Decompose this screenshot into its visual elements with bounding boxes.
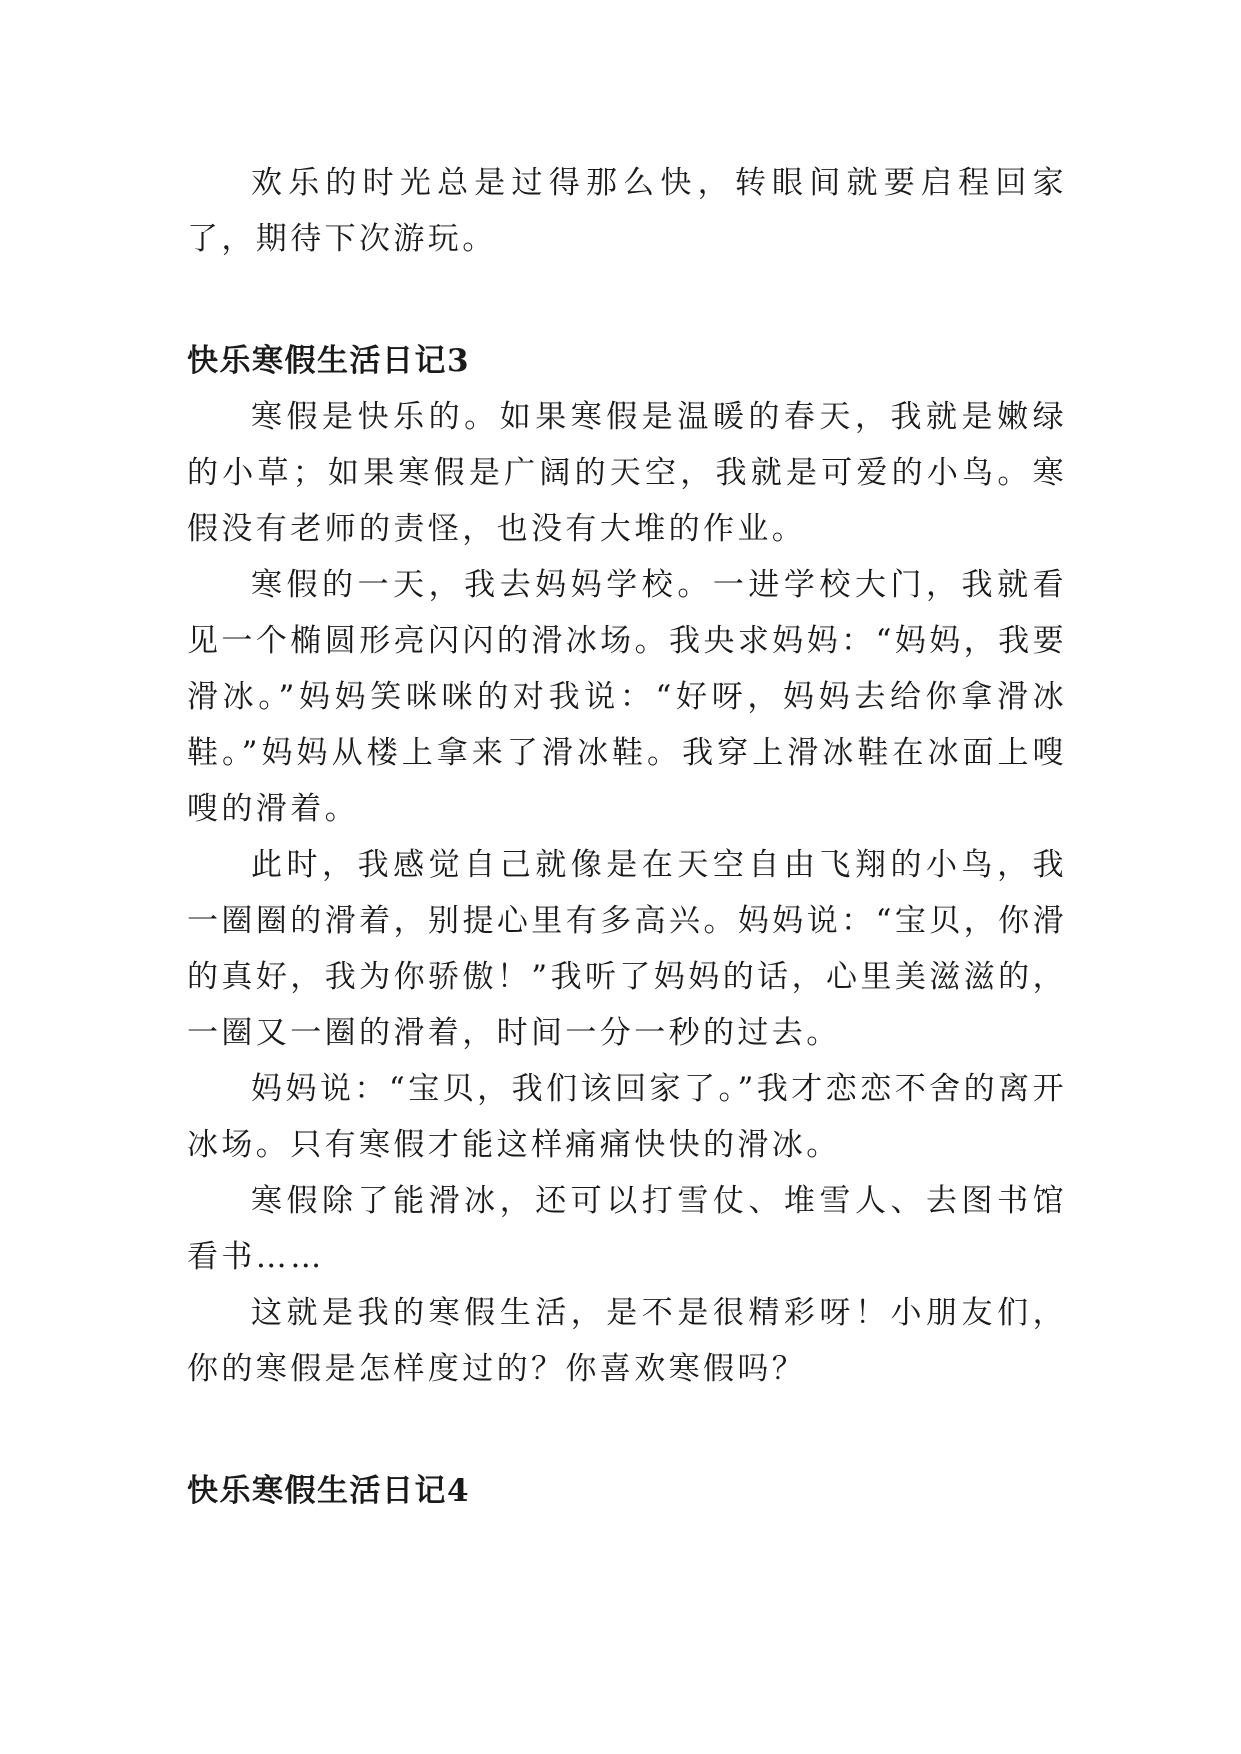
section-heading-4: 快乐寒假生活日记4 [187,1473,471,1509]
section-heading-3: 快乐寒假生活日记3 [187,343,471,379]
section-spacer [187,267,1067,333]
document-body [187,155,1067,1519]
paragraph-other-activities: 寒假除了能滑冰，还可以打雪仗、堆雪人、去图书馆看书…… [187,1183,1067,1275]
paragraph-farewell: 欢乐的时光总是过得那么快，转眼间就要启程回家了，期待下次游玩。 [187,165,1067,257]
paragraph-conclusion: 这就是我的寒假生活，是不是很精彩呀！小朋友们，你的寒假是怎样度过的？你喜欢寒假吗？ [187,1295,1067,1387]
paragraph-flying-bird: 此时，我感觉自己就像是在天空自由飞翔的小鸟，我一圈圈的滑着，别提心里有多高兴。妈妈说：“宝贝，你滑的真好，我为你骄傲！”我听了妈妈的话，心里美滋滋的，一圈又一圈的滑着，时间一分一秒的过去。 [187,847,1067,1051]
paragraph-skating-rink: 寒假的一天，我去妈妈学校。一进学校大门，我就看见一个椭圆形亮闪闪的滑冰场。我央求妈妈：“妈妈，我要滑冰。”妈妈笑咪咪的对我说：“好呀，妈妈去给你拿滑冰鞋。”妈妈从楼上拿来了滑冰鞋。我穿上滑冰鞋在冰面上嗖嗖的滑着。 [187,567,1067,827]
paragraph-intro: 寒假是快乐的。如果寒假是温暖的春天，我就是嫩绿的小草；如果寒假是广阔的天空，我就是可爱的小鸟。寒假没有老师的责怪，也没有大堆的作业。 [187,399,1067,547]
section-spacer [187,1397,1067,1463]
paragraph-going-home: 妈妈说：“宝贝，我们该回家了。”我才恋恋不舍的离开冰场。只有寒假才能这样痛痛快快的滑冰。 [187,1071,1067,1163]
